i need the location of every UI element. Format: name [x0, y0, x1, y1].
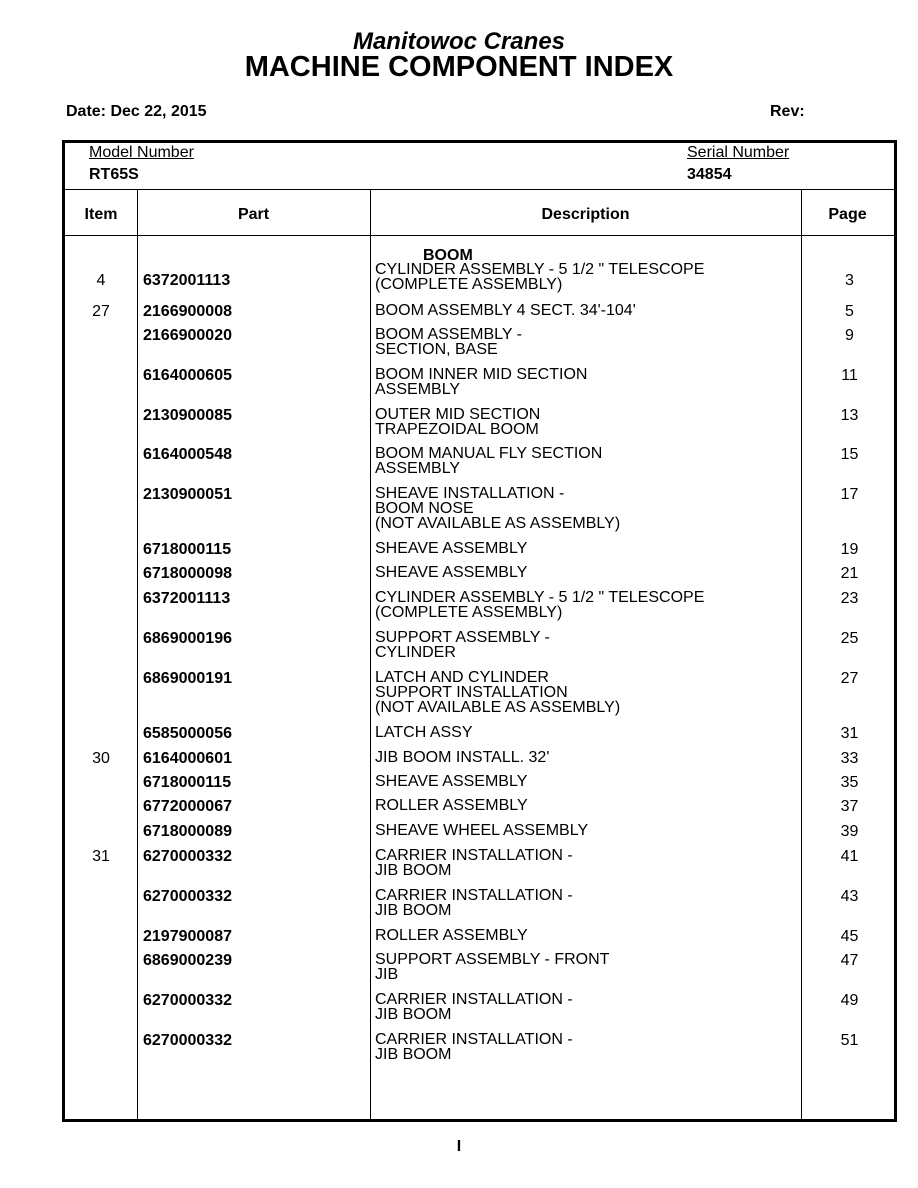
row-description — [375, 750, 795, 765]
section-heading: BOOM — [423, 247, 473, 264]
row-part-number: 6869000196 — [143, 630, 232, 647]
row-description-line: SHEAVE INSTALLATION - — [375, 485, 565, 502]
row-part-number: 2166900020 — [143, 327, 232, 344]
row-description-line: BOOM ASSEMBLY 4 SECT. 34'-104' — [375, 302, 636, 319]
row-description-line: JIB BOOM — [375, 1006, 452, 1023]
row-description-line: LATCH AND CYLINDER — [375, 669, 549, 686]
row-description-line: CYLINDER ASSEMBLY - 5 1/2 " TELESCOPE — [375, 261, 705, 278]
row-part-number: 6270000332 — [143, 992, 232, 1009]
row-description — [375, 725, 795, 740]
row-part-number: 2197900087 — [143, 928, 232, 945]
row-description-line: ROLLER ASSEMBLY — [375, 797, 528, 814]
row-description-line: (COMPLETE ASSEMBLY) — [375, 276, 563, 293]
row-description-line: SHEAVE ASSEMBLY — [375, 773, 528, 790]
row-description — [375, 670, 795, 715]
row-description-line: BOOM ASSEMBLY - — [375, 326, 523, 343]
row-description-line: JIB BOOM — [375, 902, 452, 919]
row-part-number: 6270000332 — [143, 888, 232, 905]
row-part-number: 6270000332 — [143, 1032, 232, 1049]
serial-number-value: 34854 — [687, 166, 732, 183]
row-page-number: 41 — [840, 848, 859, 865]
row-description — [375, 486, 795, 531]
row-page-number: 51 — [840, 1032, 859, 1049]
row-part-number: 6372001113 — [143, 272, 231, 289]
row-description-line: SUPPORT INSTALLATION — [375, 684, 568, 701]
row-part-number: 6718000115 — [143, 541, 232, 558]
column-header-item: Item — [84, 206, 118, 223]
row-description-line: ASSEMBLY — [375, 460, 461, 477]
row-page-number: 47 — [840, 952, 859, 969]
row-page-number: 11 — [841, 367, 858, 384]
row-description-line: SECTION, BASE — [375, 341, 498, 358]
row-page-number: 19 — [840, 541, 859, 558]
row-description-line: SHEAVE ASSEMBLY — [375, 540, 528, 557]
row-part-number: 6869000239 — [143, 952, 232, 969]
row-item-number: 4 — [96, 272, 106, 289]
column-divider-item — [137, 189, 138, 1119]
row-part-number: 6164000605 — [143, 367, 232, 384]
row-page-number: 15 — [840, 446, 859, 463]
row-description-line: CARRIER INSTALLATION - — [375, 847, 573, 864]
row-part-number: 6372001113 — [143, 590, 231, 607]
row-page-number: 3 — [845, 272, 854, 289]
column-header-divider — [65, 235, 894, 236]
row-part-number: 6869000191 — [143, 670, 232, 687]
row-page-number: 17 — [840, 486, 859, 503]
column-divider-description — [801, 189, 802, 1119]
row-description — [375, 541, 795, 556]
row-page-number: 9 — [845, 327, 854, 344]
document-date: Date: Dec 22, 2015 — [66, 103, 207, 120]
row-description-line: CYLINDER ASSEMBLY - 5 1/2 " TELESCOPE — [375, 589, 705, 606]
row-description-line: CARRIER INSTALLATION - — [375, 887, 573, 904]
page-number: I — [456, 1138, 462, 1155]
row-description — [375, 992, 795, 1022]
column-header-part: Part — [237, 206, 270, 223]
row-page-number: 33 — [840, 750, 859, 767]
row-description — [375, 1032, 795, 1062]
row-description-line: OUTER MID SECTION — [375, 406, 541, 423]
row-description-line: CARRIER INSTALLATION - — [375, 991, 573, 1008]
row-description-line: JIB BOOM — [375, 862, 452, 879]
row-description — [375, 303, 795, 318]
column-header-description: Description — [541, 206, 630, 223]
component-index-table — [62, 140, 897, 1122]
row-page-number: 37 — [840, 798, 859, 815]
row-description-line: CARRIER INSTALLATION - — [375, 1031, 573, 1048]
row-page-number: 39 — [840, 823, 859, 840]
row-description — [375, 630, 795, 660]
row-description — [375, 367, 795, 397]
row-item-number: 31 — [92, 848, 110, 865]
row-item-number: 27 — [92, 303, 110, 320]
row-description — [375, 407, 795, 437]
row-page-number: 35 — [840, 774, 859, 791]
row-page-number: 27 — [840, 670, 859, 687]
column-header-page: Page — [828, 206, 867, 223]
row-description-line: SUPPORT ASSEMBLY - FRONT — [375, 951, 610, 968]
row-description — [375, 848, 795, 878]
row-description-line: ASSEMBLY — [375, 381, 461, 398]
column-divider-part — [370, 189, 371, 1119]
row-part-number: 2130900085 — [143, 407, 232, 424]
model-number-value: RT65S — [89, 166, 139, 183]
row-description-line: (COMPLETE ASSEMBLY) — [375, 604, 563, 621]
revision-label: Rev: — [770, 103, 805, 120]
row-description-line: JIB — [375, 966, 399, 983]
row-description-line: CYLINDER — [375, 644, 456, 661]
row-description — [375, 446, 795, 476]
row-description-line: JIB BOOM INSTALL. 32' — [375, 749, 550, 766]
row-page-number: 25 — [840, 630, 859, 647]
row-description-line: TRAPEZOIDAL BOOM — [375, 421, 539, 438]
row-description — [375, 928, 795, 943]
row-page-number: 13 — [840, 407, 859, 424]
row-description-line: (NOT AVAILABLE AS ASSEMBLY) — [375, 699, 621, 716]
row-part-number: 6270000332 — [143, 848, 232, 865]
row-description-line: ROLLER ASSEMBLY — [375, 927, 528, 944]
row-page-number: 23 — [840, 590, 859, 607]
row-description — [375, 888, 795, 918]
row-page-number: 45 — [840, 928, 859, 945]
row-part-number: 6164000548 — [143, 446, 232, 463]
row-page-number: 43 — [840, 888, 859, 905]
row-description — [375, 327, 795, 357]
row-description-line: SHEAVE WHEEL ASSEMBLY — [375, 822, 589, 839]
row-description-line: BOOM MANUAL FLY SECTION — [375, 445, 603, 462]
row-description — [375, 798, 795, 813]
row-part-number: 6718000115 — [143, 774, 232, 791]
row-page-number: 21 — [840, 565, 859, 582]
row-description-line: (NOT AVAILABLE AS ASSEMBLY) — [375, 515, 621, 532]
row-description-line: SUPPORT ASSEMBLY - — [375, 629, 550, 646]
header-divider — [65, 189, 894, 190]
row-description — [375, 823, 795, 838]
row-part-number: 6718000098 — [143, 565, 232, 582]
row-description-line: BOOM NOSE — [375, 500, 474, 517]
row-description — [375, 774, 795, 789]
company-name: Manitowoc Cranes — [352, 28, 566, 55]
row-part-number: 2166900008 — [143, 303, 232, 320]
row-description-line: SHEAVE ASSEMBLY — [375, 564, 528, 581]
model-number-label: Model Number — [89, 144, 194, 161]
serial-number-label: Serial Number — [687, 144, 790, 161]
row-page-number: 5 — [845, 303, 854, 320]
row-description-line: LATCH ASSY — [375, 724, 473, 741]
row-description-line: BOOM INNER MID SECTION — [375, 366, 588, 383]
row-part-number: 2130900051 — [143, 486, 232, 503]
row-page-number: 31 — [840, 725, 859, 742]
row-item-number: 30 — [92, 750, 110, 767]
row-part-number: 6164000601 — [143, 750, 232, 767]
row-page-number: 49 — [840, 992, 859, 1009]
document-title: MACHINE COMPONENT INDEX — [244, 51, 674, 83]
row-part-number: 6772000067 — [143, 798, 232, 815]
row-description-line: JIB BOOM — [375, 1046, 452, 1063]
row-description — [375, 952, 795, 982]
row-part-number: 6585000056 — [143, 725, 232, 742]
row-description — [375, 565, 795, 580]
row-part-number: 6718000089 — [143, 823, 232, 840]
row-description — [375, 262, 795, 292]
row-description — [375, 590, 795, 620]
